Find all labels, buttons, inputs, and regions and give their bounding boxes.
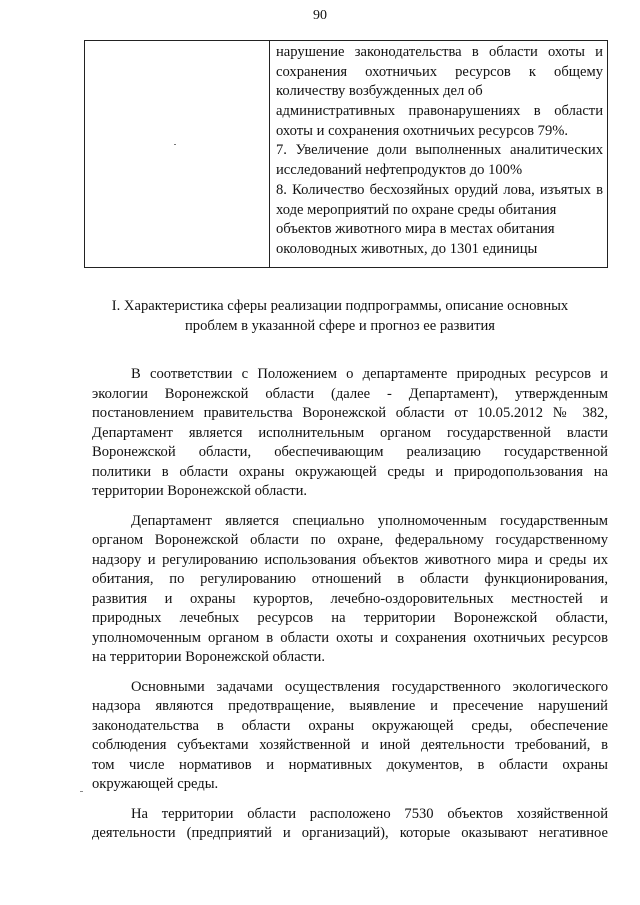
paragraph-line: развития и охраны курортов, лечебно-оздоровительных местностей и xyxy=(92,590,608,607)
paragraph-line: окружающей среды. xyxy=(92,776,219,792)
paragraph-line: экологии Воронежской области (далее - Департамент), утвержденным xyxy=(92,385,608,402)
table-text-line: 7. Увеличение доли выполненных аналитических xyxy=(276,142,603,159)
paragraph-line: надзора являются предотвращение, выявление и пресечение нарушений xyxy=(92,698,608,714)
paragraph xyxy=(92,805,608,844)
table-text-line: 8. Количество бесхозяйных орудий лова, изъятых в xyxy=(276,181,603,198)
section-heading xyxy=(70,296,610,336)
paragraph-line: том числе нормативов и нормативных документов, в области охраны xyxy=(92,756,608,773)
paragraph xyxy=(92,365,608,502)
paragraph xyxy=(92,512,608,668)
paragraph-line: обитания, по регулированию отношений в области функционирования, xyxy=(92,571,608,587)
paragraph-line: политики в области охраны окружающей среды и природопользования на xyxy=(92,463,608,480)
paragraph-line: Воронежской области, обеспечивающим реализацию государственной xyxy=(92,444,608,460)
table-text-line: нарушение законодательства в области охоты и xyxy=(276,44,603,60)
paragraph-line: природных лечебных ресурсов на территории Воронежской области, xyxy=(92,610,608,626)
paragraph-line: территории Воронежской области. xyxy=(92,483,308,499)
paragraph-line: уполномоченным органом в области охоты и сохранения охотничьих ресурсов xyxy=(92,629,608,646)
indicators-table xyxy=(84,40,608,268)
paragraph-line: на территории Воронежской области. xyxy=(92,649,325,665)
paragraph-line: Департамент является специально уполномоченным государственным xyxy=(131,512,608,529)
scan-speck xyxy=(174,144,176,145)
paragraph-line: Основными задачами осуществления государственного экологического xyxy=(131,678,608,695)
page-number: 90 xyxy=(313,8,327,23)
paragraph-line: законодательства в области охраны окружающей среды, обеспечение xyxy=(92,717,608,734)
paragraph-line: Департамент является исполнительным органом государственной власти xyxy=(92,424,608,441)
table-text-line: количеству возбужденных дел об xyxy=(276,83,483,100)
paragraph-line: На территории области расположено 7530 объектов хозяйственной xyxy=(131,805,608,822)
body-text xyxy=(92,365,608,854)
paragraph-line: надзору и регулированию использования объектов животного мира и среды их xyxy=(92,551,608,568)
table-cell-right xyxy=(270,41,608,268)
table-text-line: административных правонарушениях в области xyxy=(276,103,603,120)
paragraph-line: соблюдения субъектами хозяйственной и иной деятельности требований, в xyxy=(92,737,608,753)
paragraph-line: органом Воронежской области по охране, федеральному государственному xyxy=(92,532,608,548)
paragraph-line: В соответствии с Положением о департаменте природных ресурсов и xyxy=(131,366,608,382)
scan-speck xyxy=(80,791,83,792)
table-text-line: объектов животного мира в местах обитания xyxy=(276,221,555,238)
table-text-line: охоты и сохранения охотничьих ресурсов 79%. xyxy=(276,122,569,139)
table-text-line: исследований нефтепродуктов до 100% xyxy=(276,162,523,179)
paragraph-line: постановлением правительства Воронежской области от 10.05.2012 № 382, xyxy=(92,405,608,421)
section-heading-line: проблем в указанной сфере и прогноз ее развития xyxy=(184,318,496,334)
table-text-line: околоводных животных, до 1301 единицы xyxy=(276,240,538,257)
table-cell-left xyxy=(85,41,270,268)
section-heading-line: I. Характеристика сферы реализации подпрограммы, описание основных xyxy=(111,298,569,314)
paragraph xyxy=(92,678,608,795)
table-text-line: сохранения охотничьих ресурсов к общему xyxy=(276,63,603,80)
paragraph-line: деятельности (предприятий и организаций), которые оказывают негативное xyxy=(92,825,608,841)
table-text-line: ходе мероприятий по охране среды обитания xyxy=(276,201,557,218)
table-row xyxy=(85,41,608,268)
